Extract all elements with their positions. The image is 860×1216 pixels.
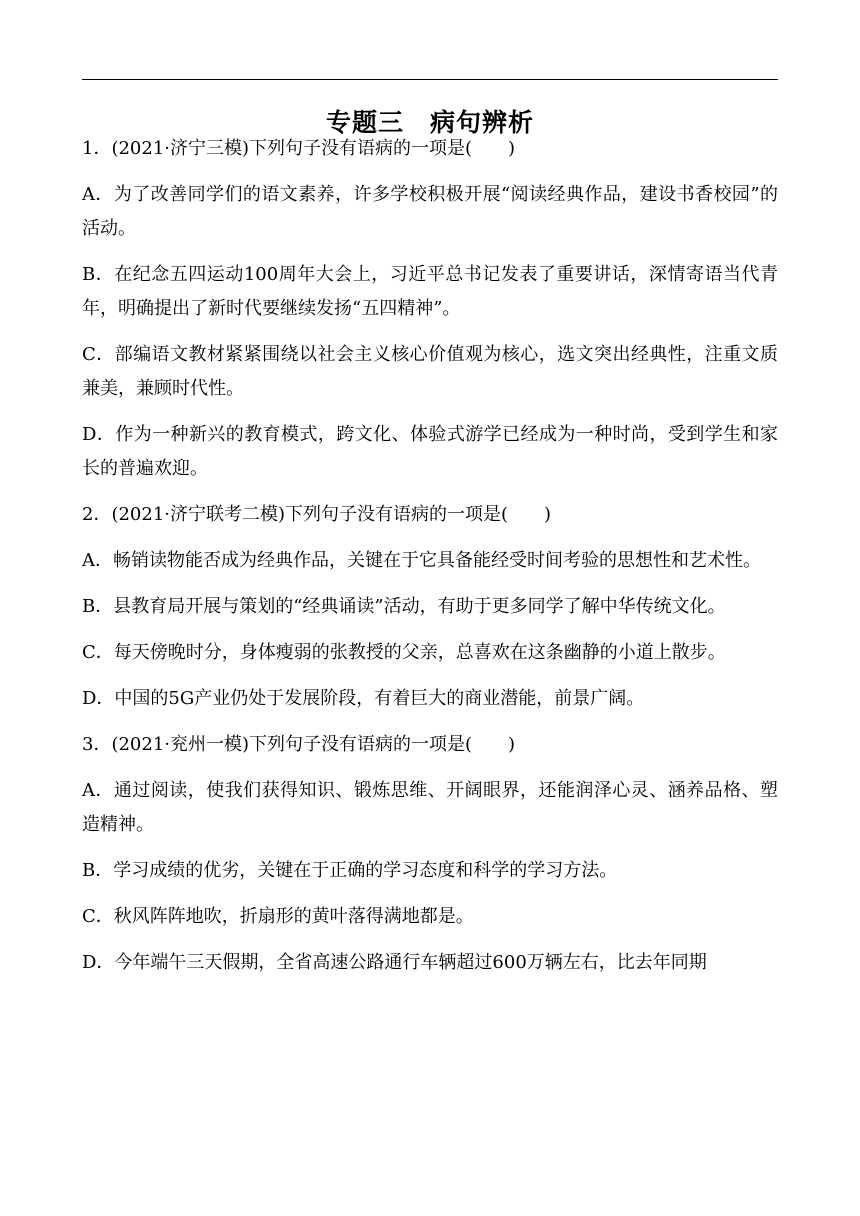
option-d: D．中国的5G产业仍处于发展阶段，有着巨大的商业潜能，前景广阔。 (82, 688, 645, 709)
option-c: C．部编语文教材紧紧围绕以社会主义核心价值观为核心，选文突出经典性，注重文质兼美，兼顾时代性。 (82, 344, 778, 399)
question-stem: 2．(2021·济宁联考二模)下列句子没有语病的一项是( ) (82, 504, 552, 525)
document-body (82, 132, 778, 992)
option-a: A．为了改善同学们的语文素养，许多学校积极开展“阅读经典作品，建设书香校园”的活动。 (82, 184, 778, 239)
header-rule (82, 79, 778, 80)
question-1 (82, 132, 778, 486)
option-a: A．通过阅读，使我们获得知识、锻炼思维、开阔眼界，还能润泽心灵、涵养品格、塑造精神。 (82, 780, 778, 835)
option-b: B．在纪念五四运动100周年大会上，习近平总书记发表了重要讲话，深情寄语当代青年，明确提出了新时代要继续发扬“五四精神”。 (82, 264, 778, 319)
option-c: C．每天傍晚时分，身体瘦弱的张教授的父亲，总喜欢在这条幽静的小道上散步。 (82, 642, 726, 663)
option-a: A．畅销读物能否成为经典作品，关键在于它具备能经受时间考验的思想性和艺术性。 (82, 550, 761, 571)
question-3 (82, 728, 778, 980)
option-d: D．今年端午三天假期，全省高速公路通行车辆超过600万辆左右，比去年同期 (82, 952, 707, 973)
option-b: B．学习成绩的优劣，关键在于正确的学习态度和科学的学习方法。 (82, 860, 618, 881)
option-b: B．县教育局开展与策划的“经典诵读”活动，有助于更多同学了解中华传统文化。 (82, 596, 726, 617)
option-c: C．秋风阵阵地吹，折扇形的黄叶落得满地都是。 (82, 906, 474, 927)
question-stem: 1．(2021·济宁三模)下列句子没有语病的一项是( ) (82, 138, 516, 159)
page-title: 专题三 病句辨析 (325, 107, 534, 137)
option-d: D．作为一种新兴的教育模式，跨文化、体验式游学已经成为一种时尚，受到学生和家长的普遍欢迎。 (82, 424, 778, 479)
question-2 (82, 498, 778, 716)
question-stem: 3．(2021·兖州一模)下列句子没有语病的一项是( ) (82, 734, 516, 755)
